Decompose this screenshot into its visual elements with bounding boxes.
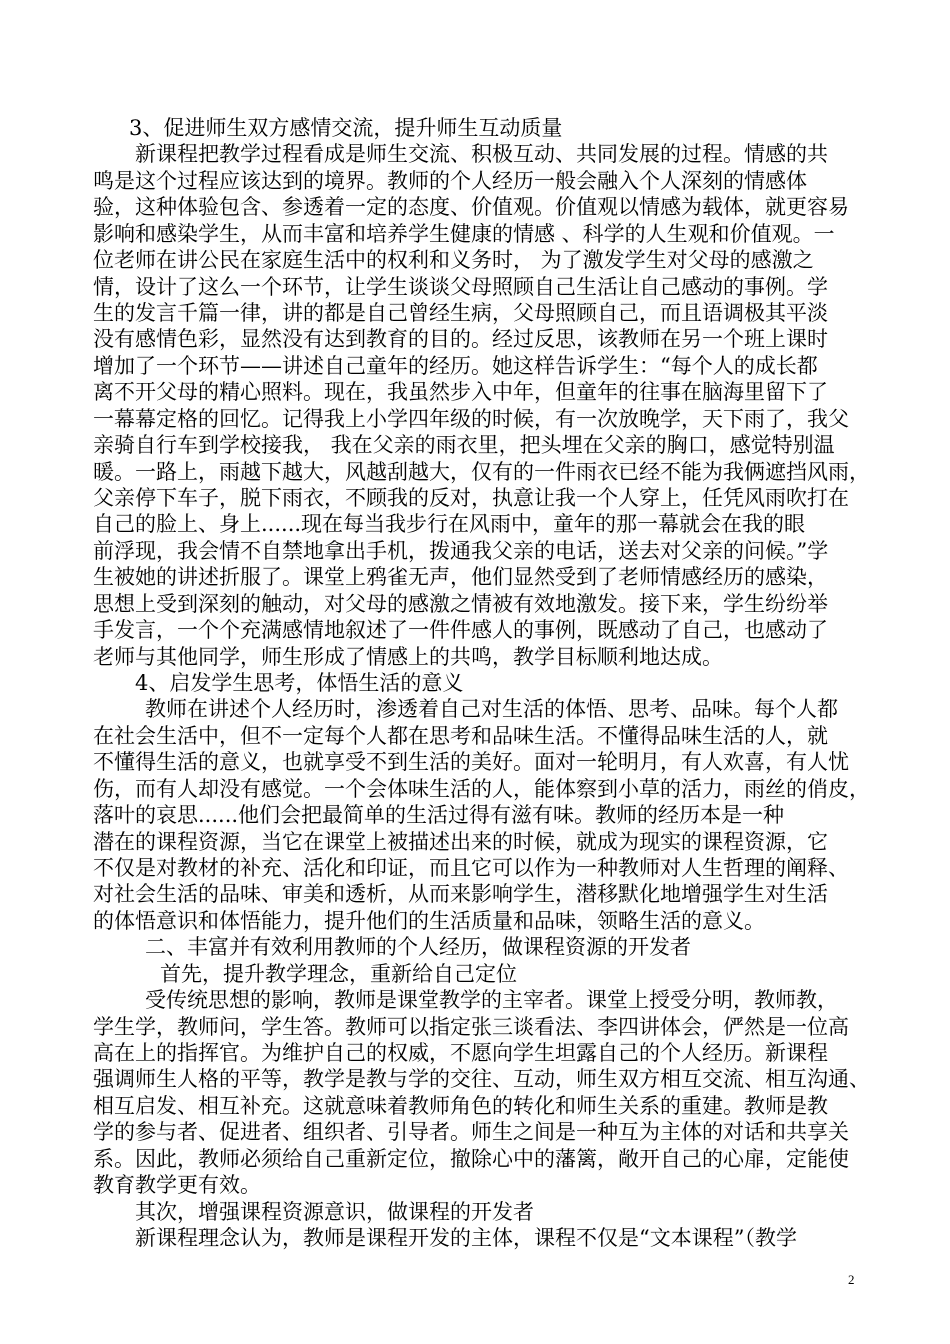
- paragraph-line: 教育教学更有效。: [93, 1173, 261, 1197]
- paragraph-line: 相互启发、相互补充。这就意味着教师角色的转化和师生关系的重建。教师是教: [93, 1094, 828, 1118]
- paragraph-line: 新课程理念认为，教师是课程开发的主体，课程不仅是“文本课程”（教学: [135, 1226, 797, 1250]
- paragraph-line: 增加了一个环节——讲述自己童年的经历。她这样告诉学生：“每个人的成长都: [93, 354, 818, 378]
- paragraph-line: 新课程把教学过程看成是师生交流、积极互动、共同发展的过程。情感的共: [135, 142, 828, 166]
- heading-section-two: 二、丰富并有效利用教师的个人经历，做课程资源的开发者: [145, 935, 691, 959]
- paragraph-line: 亲骑自行车到学校接我， 我在父亲的雨衣里，把头埋在父亲的胸口，感觉特别温: [93, 433, 835, 457]
- page-number: 2: [848, 1272, 855, 1287]
- paragraph-line: 位老师在讲公民在家庭生活中的权利和义务时， 为了激发学生对父母的感激之: [93, 248, 814, 272]
- paragraph-line: 的体悟意识和体悟能力，提升他们的生活质量和品味，领略生活的意义。: [93, 909, 765, 933]
- subheading-first: 首先，提升教学理念，重新给自己定位: [160, 962, 517, 986]
- paragraph-line: 一幕幕定格的回忆。记得我上小学四年级的时候，有一次放晚学，天下雨了，我父: [93, 407, 849, 431]
- paragraph-line: 潜在的课程资源，当它在课堂上被描述出来的时候，就成为现实的课程资源，它: [93, 830, 828, 854]
- paragraph-line: 生被她的讲述折服了。课堂上鸦雀无声，他们显然受到了老师情感经历的感染，: [93, 565, 828, 589]
- paragraph-line: 学生学，教师问，学生答。教师可以指定张三谈看法、李四讲体会，俨然是一位高: [93, 1015, 849, 1039]
- paragraph-line: 在社会生活中，但不一定每个人都在思考和品味生活。不懂得品味生活的人，就: [93, 724, 828, 748]
- paragraph-line: 不懂得生活的意义，也就享受不到生活的美好。面对一轮明月，有人欢喜，有人忧: [93, 750, 849, 774]
- subheading-second: 其次，增强课程资源意识，做课程的开发者: [135, 1200, 534, 1224]
- paragraph-line: 老师与其他同学，师生形成了情感上的共鸣，教学目标顺利地达成。: [93, 645, 723, 669]
- paragraph-line: 学的参与者、促进者、组织者、引导者。师生之间是一种互为主体的对话和共享关: [93, 1120, 849, 1144]
- paragraph-line: 落叶的哀思......他们会把最简单的生活过得有滋有味。教师的经历本是一种: [93, 803, 785, 827]
- paragraph-line: 思想上受到深刻的触动，对父母的感激之情被有效地激发。接下来，学生纷纷举: [93, 592, 828, 616]
- paragraph-line: 离不开父母的精心照料。现在，我虽然步入中年，但童年的往事在脑海里留下了: [93, 380, 828, 404]
- paragraph-line: 对社会生活的品味、审美和透析，从而来影响学生，潜移默化地增强学生对生活: [93, 882, 828, 906]
- paragraph-line: 没有感情色彩，显然没有达到教育的目的。经过反思，该教师在另一个班上课时: [93, 327, 828, 351]
- paragraph-line: 受传统思想的影响，教师是课堂教学的主宰者。课堂上授受分明，教师教，: [145, 988, 838, 1012]
- paragraph-line: 系。因此，教师必须给自己重新定位，撤除心中的藩篱，敞开自己的心扉，定能使: [93, 1147, 849, 1171]
- paragraph-line: 鸣是这个过程应该达到的境界。教师的个人经历一般会融入个人深刻的情感体: [93, 169, 807, 193]
- paragraph-line: 验，这种体验包含、参透着一定的态度、价值观。价值观以情感为载体，就更容易: [93, 195, 849, 219]
- paragraph-line: 高在上的指挥官。为维护自己的权威，不愿向学生坦露自己的个人经历。新课程: [93, 1041, 828, 1065]
- paragraph-line: 强调师生人格的平等，教学是教与学的交往、互动，师生双方相互交流、相互沟通、: [93, 1067, 870, 1091]
- paragraph-line: 伤，而有人却没有感觉。一个会体味生活的人，能体察到小草的活力，雨丝的俏皮，: [93, 777, 870, 801]
- paragraph-line: 生的发言千篇一律，讲的都是自己曾经生病，父母照顾自己，而且语调极其平淡: [93, 301, 828, 325]
- heading-section-4: 4、启发学生思考，体悟生活的意义: [135, 671, 464, 695]
- paragraph-line: 暖。一路上，雨越下越大，风越刮越大，仅有的一件雨衣已经不能为我俩遮挡风雨，: [93, 460, 870, 484]
- heading-section-3: 3、促进师生双方感情交流，提升师生互动质量: [129, 116, 563, 140]
- paragraph-line: 不仅是对教材的补充、活化和印证，而且它可以作为一种教师对人生哲理的阐释、: [93, 856, 849, 880]
- paragraph-line: 教师在讲述个人经历时，渗透着自己对生活的体悟、思考、品味。每个人都: [145, 697, 838, 721]
- paragraph-line: 手发言，一个个充满感情地叙述了一件件感人的事例，既感动了自己，也感动了: [93, 618, 828, 642]
- paragraph-line: 自己的脸上、身上......现在每当我步行在风雨中，童年的那一幕就会在我的眼: [93, 512, 806, 536]
- paragraph-line: 父亲停下车子，脱下雨衣，不顾我的反对，执意让我一个人穿上，任凭风雨吹打在: [93, 486, 849, 510]
- paragraph-line: 情，设计了这么一个环节，让学生谈谈父母照顾自己生活让自己感动的事例。学: [93, 275, 828, 299]
- paragraph-line: 前浮现，我会情不自禁地拿出手机，拨通我父亲的电话，送去对父亲的问候。”学: [93, 539, 829, 563]
- paragraph-line: 影响和感染学生，从而丰富和培养学生健康的情感 、科学的人生观和价值观。一: [93, 222, 835, 246]
